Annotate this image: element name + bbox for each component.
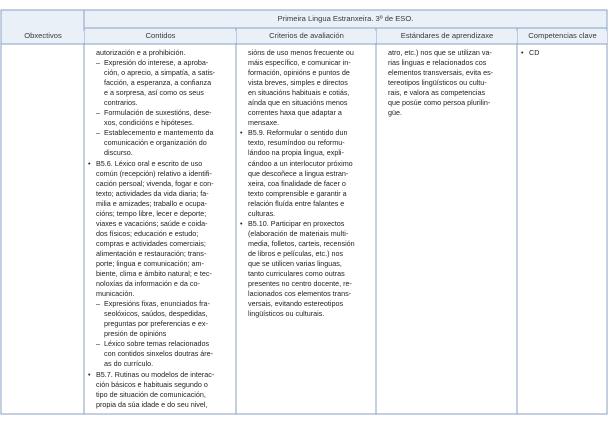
- criterios-line: [240, 259, 372, 269]
- contidos-line: [88, 88, 232, 98]
- dash-marker: –: [96, 299, 100, 309]
- contidos-line: [88, 309, 232, 319]
- contidos-text: seolóxicos, saúdos, despedidas,: [104, 309, 208, 319]
- criterios-line: [240, 229, 372, 239]
- contidos-line: [88, 299, 232, 309]
- bullet-marker: •: [88, 369, 91, 379]
- bullet-marker: •: [240, 128, 243, 138]
- column-header-competencias: Competencias clave: [518, 31, 607, 43]
- contidos-text: autorización e a prohibición.: [96, 48, 186, 57]
- criterios-column: [240, 48, 372, 319]
- contidos-text: ción, o aprecio, a simpatía, a satis-: [104, 68, 216, 78]
- criterios-text: presentes no centro docente, re-: [248, 279, 352, 289]
- table-title: Primeira Lingua Estranxeira. 3º de ESO.: [85, 14, 606, 26]
- criterios-text: tanto curriculares como outras: [248, 269, 345, 279]
- criterios-text: (elaboración de materiais multi-: [248, 228, 349, 238]
- criterios-line: [240, 159, 372, 169]
- contidos-line: [88, 199, 232, 209]
- contidos-text: B5.7. Rutinas ou modelos de interac-: [96, 369, 215, 379]
- contidos-text: tipo de situación de comunicación,: [96, 389, 206, 399]
- criterios-line: [240, 289, 372, 299]
- contidos-line: [88, 169, 232, 179]
- contidos-text: preguntas por preferencias e ex-: [104, 319, 208, 329]
- estandares-line: [380, 78, 513, 88]
- bullet-marker: •: [240, 218, 243, 228]
- contidos-line: [88, 249, 232, 259]
- contidos-text: Establecemento e mantemento da: [104, 128, 214, 138]
- contidos-line: [88, 390, 232, 400]
- criterios-line: [240, 68, 372, 78]
- estandares-line: [380, 48, 513, 58]
- contidos-line: [88, 48, 232, 58]
- estandares-text: elementos transversais, evita es-: [388, 68, 494, 78]
- contidos-line: [88, 108, 232, 118]
- estandares-line: [380, 58, 513, 68]
- bullet-marker: •: [521, 48, 524, 57]
- criterios-line: [240, 58, 372, 68]
- criterios-text: B5.10. Participar en proxectos: [248, 218, 345, 228]
- criterios-text: B5.9. Reformular o sentido dun: [248, 128, 348, 138]
- criterios-line: [240, 309, 372, 319]
- contidos-line: [88, 349, 232, 359]
- contidos-line: [88, 128, 232, 138]
- contidos-line: [88, 68, 232, 78]
- criterios-text: texto comprensible e garantir a: [248, 188, 347, 198]
- column-header-criterios: Criterios de avaliación: [237, 31, 376, 43]
- criterios-line: [240, 279, 372, 289]
- criterios-line: [240, 78, 372, 88]
- criterios-text: que se utilicen varias linguas,: [248, 258, 342, 268]
- contidos-line: [88, 370, 232, 380]
- criterios-line: [240, 128, 372, 138]
- contidos-text: común (recepción) relativo a identifi-: [96, 168, 212, 178]
- criterios-line: [240, 148, 372, 158]
- contidos-text: propia da súa idade e do seu nivel,: [96, 399, 208, 409]
- contidos-text: noloxías da información e da co-: [96, 279, 200, 289]
- dash-marker: –: [96, 339, 100, 349]
- contidos-text: facción, a esperanza, a confianza: [104, 78, 212, 88]
- contidos-text: municación.: [96, 289, 135, 299]
- criterios-text: culturas.: [248, 208, 276, 218]
- contidos-text: e a sorpresa, así como os seus: [104, 88, 204, 98]
- contidos-line: [88, 359, 232, 369]
- contidos-line: [88, 179, 232, 189]
- estandares-line: [380, 68, 513, 78]
- estandares-line: [380, 88, 513, 98]
- criterios-text: sións de uso menos frecuente ou: [248, 48, 354, 57]
- contidos-line: [88, 229, 232, 239]
- criterios-text: media, folletos, carteis, recensión: [248, 238, 355, 248]
- contidos-line: [88, 138, 232, 148]
- criterios-text: lingüísticos ou culturais.: [248, 309, 325, 319]
- criterios-line: [240, 169, 372, 179]
- criterios-text: mensaxe.: [248, 118, 280, 128]
- criterios-text: relación fluída entre falantes e: [248, 198, 345, 208]
- criterios-line: [240, 239, 372, 249]
- contidos-text: Formulación de suxestións, dese-: [104, 108, 212, 118]
- criterios-line: [240, 269, 372, 279]
- contidos-text: discurso.: [104, 148, 133, 158]
- contidos-text: con contidos sinxelos doutras áre-: [104, 349, 214, 359]
- contidos-text: milia e amizades; traballo e ocupa-: [96, 198, 208, 208]
- estandares-line: [380, 98, 513, 108]
- contidos-line: [88, 329, 232, 339]
- contidos-text: biente, clima e ámbito natural; e tec-: [96, 269, 212, 279]
- contidos-line: [88, 58, 232, 68]
- contidos-line: [88, 98, 232, 108]
- contidos-text: comunicación e organización do: [104, 138, 207, 148]
- column-header-estandares: Estándares de aprendizaxe: [377, 31, 517, 43]
- estandares-column: [380, 48, 513, 118]
- criterios-line: [240, 108, 372, 118]
- contidos-line: [88, 189, 232, 199]
- dash-marker: –: [96, 58, 100, 68]
- contidos-line: [88, 279, 232, 289]
- contidos-line: [88, 148, 232, 158]
- contidos-line: [88, 259, 232, 269]
- criterios-line: [240, 199, 372, 209]
- contidos-text: compras e actividades comerciais;: [96, 238, 206, 248]
- criterios-line: [240, 299, 372, 309]
- criterios-text: en situacións habituais e cotiás,: [248, 88, 350, 98]
- criterios-line: [240, 179, 372, 189]
- bullet-marker: •: [88, 158, 91, 168]
- estandares-text: güe.: [388, 108, 402, 118]
- estandares-text: rias linguas e relacionados cos: [388, 58, 487, 68]
- contidos-column: [88, 48, 232, 410]
- criterios-text: cándoo a un interlocutor próximo: [248, 158, 353, 168]
- contidos-text: viaxes e vacacións; saúde e coida-: [96, 218, 208, 228]
- contidos-line: [88, 269, 232, 279]
- contidos-text: as do currículo.: [104, 359, 154, 369]
- contidos-line: [88, 339, 232, 349]
- contidos-text: contrarios.: [104, 98, 138, 108]
- contidos-line: [88, 209, 232, 219]
- criterios-text: que descoñece a lingua estran-: [248, 168, 349, 178]
- estandares-text: tereotipos lingüísticos ou cultu-: [388, 78, 487, 88]
- contidos-text: Léxico sobre temas relacionados: [104, 339, 210, 349]
- criterios-text: de libros e películas, etc.) nos: [248, 248, 344, 258]
- criterios-line: [240, 189, 372, 199]
- contidos-line: [88, 319, 232, 329]
- contidos-text: dos físicos; educación e estudo;: [96, 228, 199, 238]
- dash-marker: –: [96, 108, 100, 118]
- criterios-line: [240, 249, 372, 259]
- estandares-line: [380, 108, 513, 118]
- criterios-text: lándoo na propia lingua, expli-: [248, 148, 344, 158]
- contidos-text: alimentación e restauración; trans-: [96, 248, 207, 258]
- contidos-line: [88, 219, 232, 229]
- contidos-text: porte; lingua e comunicación; am-: [96, 258, 204, 268]
- estandares-text: que posúe como persoa plurilin-: [388, 98, 491, 108]
- criterios-text: correntes haxa que adaptar a: [248, 108, 342, 118]
- contidos-text: ción básicos e habituais segundo o: [96, 379, 208, 389]
- criterios-text: xeira, coa finalidade de facer o: [248, 178, 346, 188]
- contidos-text: xos, condicións e hipóteses.: [104, 118, 194, 128]
- contidos-line: [88, 118, 232, 128]
- column-header-obxectivos: Obxectivos: [2, 31, 84, 43]
- criterios-line: [240, 219, 372, 229]
- contidos-line: [88, 239, 232, 249]
- contidos-line: [88, 78, 232, 88]
- contidos-text: presión de opinións: [104, 329, 167, 339]
- dash-marker: –: [96, 128, 100, 138]
- contidos-text: Expresións fixas, enunciados fra-: [104, 299, 210, 309]
- contidos-line: [88, 289, 232, 299]
- estandares-text: atro, etc.) nos que se utilizan va-: [388, 48, 492, 57]
- criterios-text: lacionados cos elementos trans-: [248, 289, 352, 299]
- criterios-line: [240, 138, 372, 148]
- competencias-line: [521, 48, 603, 58]
- criterios-line: [240, 209, 372, 219]
- contidos-text: texto; actividades da vida diaria; fa-: [96, 188, 209, 198]
- contidos-text: cións; tempo libre, lecer e deporte;: [96, 208, 207, 218]
- contidos-line: [88, 400, 232, 410]
- competencias-column: [521, 48, 603, 58]
- estandares-text: rais, e valora as competencias: [388, 88, 486, 98]
- criterios-line: [240, 118, 372, 128]
- criterios-text: texto, resumíndoo ou reformu-: [248, 138, 345, 148]
- criterios-text: máis específico, e comunicar in-: [248, 58, 351, 68]
- criterios-text: vista breves, simples e directos: [248, 78, 348, 88]
- contidos-line: [88, 159, 232, 169]
- contidos-text: B5.6. Léxico oral e escrito de uso: [96, 158, 203, 168]
- contidos-text: cación persoal; vivenda, fogar e con-: [96, 178, 214, 188]
- contidos-text: Expresión do interese, a aproba-: [104, 58, 209, 68]
- criterios-line: [240, 48, 372, 58]
- competencias-text: CD: [529, 48, 540, 57]
- criterios-text: formación, opinións e puntos de: [248, 68, 350, 78]
- column-header-contidos: Contidos: [85, 31, 236, 43]
- contidos-line: [88, 380, 232, 390]
- criterios-text: aínda que en situacións menos: [248, 98, 348, 108]
- criterios-text: versais, evitando estereotipos: [248, 299, 344, 309]
- criterios-line: [240, 98, 372, 108]
- criterios-line: [240, 88, 372, 98]
